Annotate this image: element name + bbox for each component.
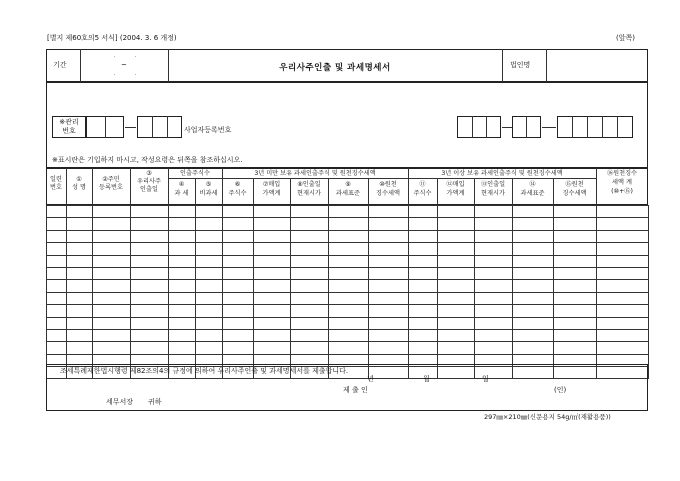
table-cell[interactable] — [291, 218, 329, 230]
month-label: 월 — [423, 375, 430, 383]
table-cell[interactable] — [131, 317, 169, 329]
table-cell[interactable] — [329, 243, 369, 255]
table-cell[interactable] — [223, 230, 254, 242]
col-taxable-1: ④ — [178, 181, 185, 188]
col-nontaxable-1: ⑤ — [205, 181, 212, 188]
table-cell[interactable] — [131, 267, 169, 279]
table-cell[interactable] — [513, 255, 554, 267]
table-cell[interactable] — [223, 267, 254, 279]
col-u-price-1: ⑦매입 — [262, 181, 281, 188]
table-cell[interactable] — [438, 230, 475, 242]
table-cell[interactable] — [329, 230, 369, 242]
table-cell[interactable] — [223, 280, 254, 292]
table-cell[interactable] — [409, 329, 438, 341]
table-cell[interactable] — [169, 255, 196, 267]
table-cell[interactable] — [597, 267, 649, 279]
table-row — [47, 255, 649, 267]
table-cell[interactable] — [223, 292, 254, 304]
table-cell[interactable] — [513, 218, 554, 230]
col-o-mkt-1: ⑬인출일 — [480, 181, 506, 188]
table-cell[interactable] — [369, 329, 409, 341]
mgmt-number-field-2[interactable] — [137, 116, 182, 138]
table-cell[interactable] — [254, 243, 291, 255]
table-cell[interactable] — [554, 255, 597, 267]
table-cell[interactable] — [254, 230, 291, 242]
table-cell[interactable] — [513, 280, 554, 292]
bizreg-field-1[interactable] — [457, 116, 501, 138]
table-cell[interactable] — [409, 280, 438, 292]
table-cell[interactable] — [513, 230, 554, 242]
table-cell[interactable] — [513, 342, 554, 354]
table-cell[interactable] — [131, 305, 169, 317]
table-cell[interactable] — [409, 230, 438, 242]
table-cell[interactable] — [67, 329, 93, 341]
table-cell[interactable] — [475, 280, 513, 292]
table-cell[interactable] — [254, 280, 291, 292]
table-cell[interactable] — [93, 206, 131, 218]
table-cell[interactable] — [93, 243, 131, 255]
table-cell[interactable] — [513, 317, 554, 329]
table-cell[interactable] — [131, 255, 169, 267]
table-cell[interactable] — [254, 255, 291, 267]
table-cell[interactable] — [291, 280, 329, 292]
col-o-shares-2: 주식수 — [413, 190, 432, 197]
table-cell[interactable] — [131, 292, 169, 304]
table-cell[interactable] — [554, 280, 597, 292]
table-cell[interactable] — [329, 329, 369, 341]
col-date-3: 인출일 — [140, 186, 158, 193]
table-cell[interactable] — [169, 267, 196, 279]
table-cell[interactable] — [438, 243, 475, 255]
table-cell[interactable] — [47, 292, 67, 304]
table-cell[interactable] — [438, 292, 475, 304]
table-cell[interactable] — [93, 305, 131, 317]
recipient-label: 세무서장 — [106, 398, 134, 406]
table-cell[interactable] — [369, 230, 409, 242]
table-cell[interactable] — [554, 342, 597, 354]
table-cell[interactable] — [409, 267, 438, 279]
group-over-3y: 3년 이상 보유 과세인출주식 및 원천징수세액 — [441, 170, 563, 177]
mgmt-label-2: 번호 — [62, 127, 76, 135]
table-cell[interactable] — [369, 342, 409, 354]
table-cell[interactable] — [67, 305, 93, 317]
honorific-label: 귀하 — [148, 398, 162, 406]
col-o-mkt-2: 현재시가 — [481, 190, 505, 197]
table-cell[interactable] — [597, 280, 649, 292]
col-u-shares-2: 주식수 — [228, 190, 247, 197]
table-cell[interactable] — [67, 218, 93, 230]
table-cell[interactable] — [67, 267, 93, 279]
table-cell[interactable] — [254, 305, 291, 317]
table-cell[interactable] — [597, 305, 649, 317]
table-cell[interactable] — [329, 317, 369, 329]
table-cell[interactable] — [196, 317, 223, 329]
col-o-tax-1: ⑮원천 — [565, 181, 584, 188]
col-rrn-1: ②주민 — [102, 176, 120, 183]
table-cell[interactable] — [47, 342, 67, 354]
table-cell[interactable] — [223, 206, 254, 218]
table-cell[interactable] — [475, 342, 513, 354]
table-row — [47, 342, 649, 354]
col-u-mkt-2: 현재시가 — [297, 190, 321, 197]
table-cell[interactable] — [254, 342, 291, 354]
table-cell[interactable] — [329, 305, 369, 317]
table-cell[interactable] — [93, 329, 131, 341]
table-cell[interactable] — [47, 329, 67, 341]
table-cell[interactable] — [475, 230, 513, 242]
table-cell[interactable] — [513, 292, 554, 304]
table-cell[interactable] — [93, 230, 131, 242]
col-taxable-2: 과 세 — [174, 190, 189, 197]
table-cell[interactable] — [67, 280, 93, 292]
table-cell[interactable] — [291, 206, 329, 218]
table-cell[interactable] — [47, 305, 67, 317]
table-cell[interactable] — [254, 267, 291, 279]
table-cell[interactable] — [438, 342, 475, 354]
col-nontaxable-2: 비과세 — [199, 190, 218, 197]
table-cell[interactable] — [438, 280, 475, 292]
table-cell[interactable] — [131, 280, 169, 292]
data-table — [46, 205, 649, 379]
table-cell[interactable] — [554, 329, 597, 341]
table-cell[interactable] — [409, 305, 438, 317]
col-u-tax-1: ⑩원천 — [379, 181, 397, 188]
table-cell[interactable] — [409, 317, 438, 329]
table-cell[interactable] — [475, 255, 513, 267]
table-cell[interactable] — [93, 317, 131, 329]
form-id: [별지 제60호의5 서식] (2004. 3. 6 개정) — [47, 34, 177, 42]
col-rrn-2: 등록번호 — [99, 184, 123, 191]
col-u-base-1: ⑨ — [345, 181, 351, 188]
table-cell[interactable] — [169, 342, 196, 354]
table-cell[interactable] — [513, 267, 554, 279]
table-cell[interactable] — [597, 329, 649, 341]
table-row — [47, 317, 649, 329]
table-cell[interactable] — [554, 206, 597, 218]
paper-spec: 297㎜×210㎜(신문용지 54g/㎡(재활용품)) — [484, 413, 611, 421]
table-cell[interactable] — [93, 292, 131, 304]
seal-label: (인) — [554, 386, 567, 394]
table-cell[interactable] — [169, 218, 196, 230]
table-cell[interactable] — [291, 342, 329, 354]
table-row — [47, 206, 649, 218]
table-row — [47, 329, 649, 341]
table-cell[interactable] — [329, 292, 369, 304]
table-cell[interactable] — [554, 305, 597, 317]
table-cell[interactable] — [513, 305, 554, 317]
table-cell[interactable] — [369, 317, 409, 329]
col-u-mkt-1: ⑧인출일 — [297, 181, 321, 188]
table-cell[interactable] — [597, 243, 649, 255]
col-u-base-2: 과세표준 — [336, 190, 360, 197]
mgmt-label-1: ※관리 — [59, 118, 79, 126]
table-cell[interactable] — [131, 342, 169, 354]
table-cell[interactable] — [196, 255, 223, 267]
table-cell[interactable] — [409, 243, 438, 255]
table-cell[interactable] — [409, 218, 438, 230]
table-cell[interactable] — [513, 243, 554, 255]
table-cell[interactable] — [196, 305, 223, 317]
period-label: 기간 — [53, 61, 67, 69]
table-cell[interactable] — [131, 329, 169, 341]
table-cell[interactable] — [93, 342, 131, 354]
col-o-price-2: 가액계 — [446, 190, 465, 197]
table-cell[interactable] — [67, 317, 93, 329]
table-cell[interactable] — [47, 230, 67, 242]
table-cell[interactable] — [475, 267, 513, 279]
table-cell[interactable] — [223, 342, 254, 354]
table-cell[interactable] — [47, 243, 67, 255]
col-name-1: ① — [76, 176, 82, 183]
table-cell[interactable] — [409, 206, 438, 218]
table-row — [47, 292, 649, 304]
table-cell[interactable] — [597, 317, 649, 329]
year-label: 년 — [367, 375, 374, 383]
table-cell[interactable] — [369, 243, 409, 255]
table-cell[interactable] — [254, 329, 291, 341]
col-u-shares-1: ⑥ — [234, 181, 241, 188]
table-cell[interactable] — [169, 305, 196, 317]
table-cell[interactable] — [67, 230, 93, 242]
table-cell[interactable] — [196, 267, 223, 279]
table-cell[interactable] — [93, 255, 131, 267]
table-cell[interactable] — [47, 255, 67, 267]
table-cell[interactable] — [597, 255, 649, 267]
table-cell[interactable] — [169, 317, 196, 329]
table-row — [47, 305, 649, 317]
submitter-label: 제 출 인 — [343, 386, 368, 394]
table-cell[interactable] — [223, 243, 254, 255]
table-cell[interactable] — [291, 292, 329, 304]
table-cell[interactable] — [169, 206, 196, 218]
table-cell[interactable] — [369, 305, 409, 317]
col-total-3: (⑩+⑮) — [611, 188, 633, 195]
table-cell[interactable] — [67, 255, 93, 267]
table-cell[interactable] — [131, 230, 169, 242]
table-cell[interactable] — [438, 317, 475, 329]
table-cell[interactable] — [67, 243, 93, 255]
table-cell[interactable] — [438, 329, 475, 341]
table-cell[interactable] — [131, 243, 169, 255]
table-cell[interactable] — [475, 329, 513, 341]
table-cell[interactable] — [329, 267, 369, 279]
instruction-note: ※표시란은 기입하지 마시고, 작성요령은 뒤쪽을 참조하십시오. — [52, 156, 243, 164]
group-under-3y: 3년 미만 보유 과세인출주식 및 원천징수세액 — [254, 170, 376, 177]
table-cell[interactable] — [513, 206, 554, 218]
table-cell[interactable] — [369, 206, 409, 218]
col-o-shares-1: ⑪ — [419, 181, 426, 188]
col-serial-1: 일련 — [50, 176, 62, 183]
table-cell[interactable] — [369, 255, 409, 267]
table-cell[interactable] — [196, 342, 223, 354]
table-cell[interactable] — [169, 292, 196, 304]
col-serial-2: 번호 — [50, 184, 62, 191]
table-cell[interactable] — [554, 243, 597, 255]
table-cell[interactable] — [169, 329, 196, 341]
table-cell[interactable] — [67, 342, 93, 354]
table-cell[interactable] — [131, 206, 169, 218]
table-cell[interactable] — [67, 292, 93, 304]
table-cell[interactable] — [254, 218, 291, 230]
table-cell[interactable] — [47, 218, 67, 230]
col-total-1: ⑯원천징수 — [606, 170, 638, 177]
table-cell[interactable] — [475, 305, 513, 317]
table-cell[interactable] — [254, 292, 291, 304]
table-row — [47, 267, 649, 279]
table-cell[interactable] — [223, 317, 254, 329]
table-cell[interactable] — [223, 255, 254, 267]
corp-name-label: 법인명 — [510, 61, 531, 69]
table-cell[interactable] — [223, 218, 254, 230]
table-cell[interactable] — [438, 305, 475, 317]
table-cell[interactable] — [554, 230, 597, 242]
table-cell[interactable] — [93, 280, 131, 292]
table-cell[interactable] — [67, 206, 93, 218]
table-cell[interactable] — [196, 218, 223, 230]
table-cell[interactable] — [169, 280, 196, 292]
table-cell[interactable] — [438, 206, 475, 218]
table-cell[interactable] — [438, 218, 475, 230]
table-row — [47, 218, 649, 230]
col-date-1: ③ — [146, 170, 152, 177]
table-cell[interactable] — [169, 243, 196, 255]
table-cell[interactable] — [369, 218, 409, 230]
table-cell[interactable] — [47, 206, 67, 218]
table-cell[interactable] — [196, 280, 223, 292]
table-cell[interactable] — [131, 218, 169, 230]
table-cell[interactable] — [329, 255, 369, 267]
table-cell[interactable] — [475, 218, 513, 230]
bizreg-field-3[interactable] — [557, 116, 633, 138]
table-cell[interactable] — [438, 255, 475, 267]
table-row — [47, 243, 649, 255]
table-cell[interactable] — [369, 267, 409, 279]
col-u-price-2: 가액계 — [262, 190, 281, 197]
table-cell[interactable] — [47, 280, 67, 292]
table-cell[interactable] — [597, 292, 649, 304]
bizreg-label: 사업자등록번호 — [184, 126, 232, 134]
table-cell[interactable] — [369, 292, 409, 304]
table-cell[interactable] — [196, 230, 223, 242]
table-cell[interactable] — [597, 230, 649, 242]
table-cell[interactable] — [475, 206, 513, 218]
table-cell[interactable] — [223, 329, 254, 341]
table-cell[interactable] — [196, 206, 223, 218]
table-cell[interactable] — [223, 305, 254, 317]
table-cell[interactable] — [93, 267, 131, 279]
table-cell[interactable] — [554, 267, 597, 279]
table-cell[interactable] — [329, 218, 369, 230]
table-cell[interactable] — [409, 255, 438, 267]
col-o-base-2: 과세표준 — [520, 190, 545, 197]
table-cell[interactable] — [597, 218, 649, 230]
col-o-tax-2: 징수세액 — [562, 190, 587, 197]
period-separator: ~ — [121, 61, 127, 69]
table-cell[interactable] — [475, 243, 513, 255]
table-cell[interactable] — [554, 317, 597, 329]
table-cell[interactable] — [254, 317, 291, 329]
table-cell[interactable] — [291, 329, 329, 341]
page-side-label: (앞쪽) — [616, 34, 635, 42]
table-cell[interactable] — [196, 243, 223, 255]
table-cell[interactable] — [554, 292, 597, 304]
col-name-2: 성 명 — [72, 184, 86, 191]
col-date-2: 우리사주 — [137, 178, 161, 185]
table-cell[interactable] — [291, 317, 329, 329]
table-cell[interactable] — [409, 292, 438, 304]
day-label: 일 — [482, 375, 489, 383]
table-cell[interactable] — [93, 218, 131, 230]
table-row — [47, 230, 649, 242]
col-o-price-1: ⑫매입 — [446, 181, 465, 188]
col-total-2: 세액 계 — [612, 179, 632, 186]
col-u-tax-2: 징수세액 — [376, 190, 400, 197]
table-cell[interactable] — [196, 292, 223, 304]
table-cell[interactable] — [329, 206, 369, 218]
table-cell[interactable] — [254, 206, 291, 218]
table-cell[interactable] — [329, 342, 369, 354]
table-cell[interactable] — [438, 267, 475, 279]
table-cell[interactable] — [475, 292, 513, 304]
table-cell[interactable] — [597, 206, 649, 218]
table-cell[interactable] — [513, 329, 554, 341]
table-cell[interactable] — [409, 342, 438, 354]
table-cell[interactable] — [291, 230, 329, 242]
table-cell[interactable] — [169, 230, 196, 242]
table-cell[interactable] — [47, 267, 67, 279]
table-cell[interactable] — [475, 317, 513, 329]
statement: 조세특례제한법시행령 제82조의4의 규정에 의하여 우리사주인출 및 과세명세서를 제출합니다. — [60, 367, 349, 375]
table-cell[interactable] — [291, 305, 329, 317]
table-cell[interactable] — [597, 342, 649, 354]
col-withdraw-count: 인출주식수 — [180, 170, 210, 177]
table-row — [47, 280, 649, 292]
table-cell[interactable] — [554, 218, 597, 230]
col-o-base-1: ⑭ — [529, 181, 536, 188]
table-cell[interactable] — [196, 329, 223, 341]
table-cell[interactable] — [329, 280, 369, 292]
form-title: 우리사주인출 및 과세명세서 — [279, 63, 391, 73]
table-cell[interactable] — [291, 255, 329, 267]
table-cell[interactable] — [291, 267, 329, 279]
table-cell[interactable] — [47, 317, 67, 329]
table-cell[interactable] — [291, 243, 329, 255]
table-cell[interactable] — [369, 280, 409, 292]
